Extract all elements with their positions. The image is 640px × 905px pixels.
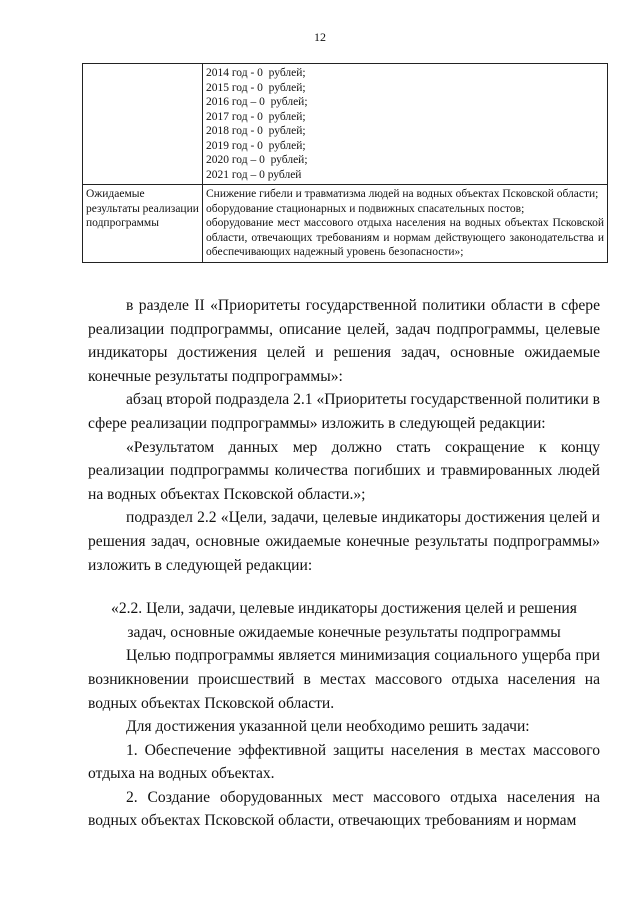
funding-line-2014: 2014 год - 0 рублей; (206, 67, 306, 79)
funding-line-2015: 2015 год - 0 рублей; (206, 81, 306, 94)
results-row (83, 185, 608, 263)
funding-label-cell (83, 64, 203, 185)
document-body (88, 294, 600, 833)
funding-line-2017: 2017 год - 0 рублей; (206, 110, 306, 123)
page-number: 12 (314, 30, 326, 44)
results-values-cell (203, 185, 608, 263)
subprogram-passport-table (82, 63, 608, 263)
paragraph: абзац второй подраздела 2.1 «Приоритеты государственной политики в сфере реализации подпрограммы» изложить в следующей редакции: (88, 391, 600, 432)
paragraph: 1. Обеспечение эффективной защиты населения в местах массового отдыха на водных объектах. (88, 741, 600, 783)
paragraph: в разделе II «Приоритеты государственной политики области в сфере реализации подпрограммы, описание целей, задач подпрограммы, целевые индикаторы достижения целей и решения задач, основные ожидаемые конечные результаты подпрограммы»: (88, 297, 600, 385)
section-heading-line: «2.2. Цели, задачи, целевые индикаторы достижения целей и решения (111, 600, 577, 618)
paragraph: Целью подпрограммы является минимизация социального ущерба при возникновении происшествий в местах массового отдыха населения на водных объектах Псковской области. (88, 647, 600, 712)
result-item: оборудование мест массового отдыха населения на водных объектах Псковской области, отвечающих требованиям и нормам действующего законодательства и обеспечивающих надежный уровень безопасности»; (206, 217, 604, 258)
section-heading (88, 597, 600, 644)
result-item: Снижение гибели и травматизма людей на водных объектах Псковской области; (206, 188, 599, 200)
paragraph: подраздел 2.2 «Цели, задачи, целевые индикаторы достижения целей и решения задач, основные ожидаемые конечные результаты подпрограммы» изложить в следующей редакции: (88, 509, 600, 574)
funding-line-2020: 2020 год – 0 рублей; (206, 154, 308, 166)
funding-line-2016: 2016 год – 0 рублей; (206, 96, 308, 108)
funding-values-cell (203, 64, 608, 185)
funding-row (83, 64, 608, 185)
funding-line-2021: 2021 год – 0 рублей (206, 168, 302, 181)
paragraph: 2. Создание оборудованных мест массового отдыха населения на водных объектах Псковской области, отвечающих требованиям и нормам (88, 788, 600, 830)
paragraph: Для достижения указанной цели необходимо решить задачи: (126, 718, 530, 736)
result-item: оборудование стационарных и подвижных спасательных постов; (206, 202, 525, 215)
funding-line-2019: 2019 год - 0 рублей; (206, 139, 306, 152)
results-label: Ожидаемые результаты реализации подпрограммы (83, 185, 203, 263)
section-heading-line: задач, основные ожидаемые конечные результаты подпрограммы (127, 623, 561, 641)
funding-line-2018: 2018 год - 0 рублей; (206, 125, 306, 137)
paragraph: «Результатом данных мер должно стать сокращение к концу реализации подпрограммы количества погибших и травмированных людей на водных объектах Псковской области.»; (88, 438, 600, 503)
